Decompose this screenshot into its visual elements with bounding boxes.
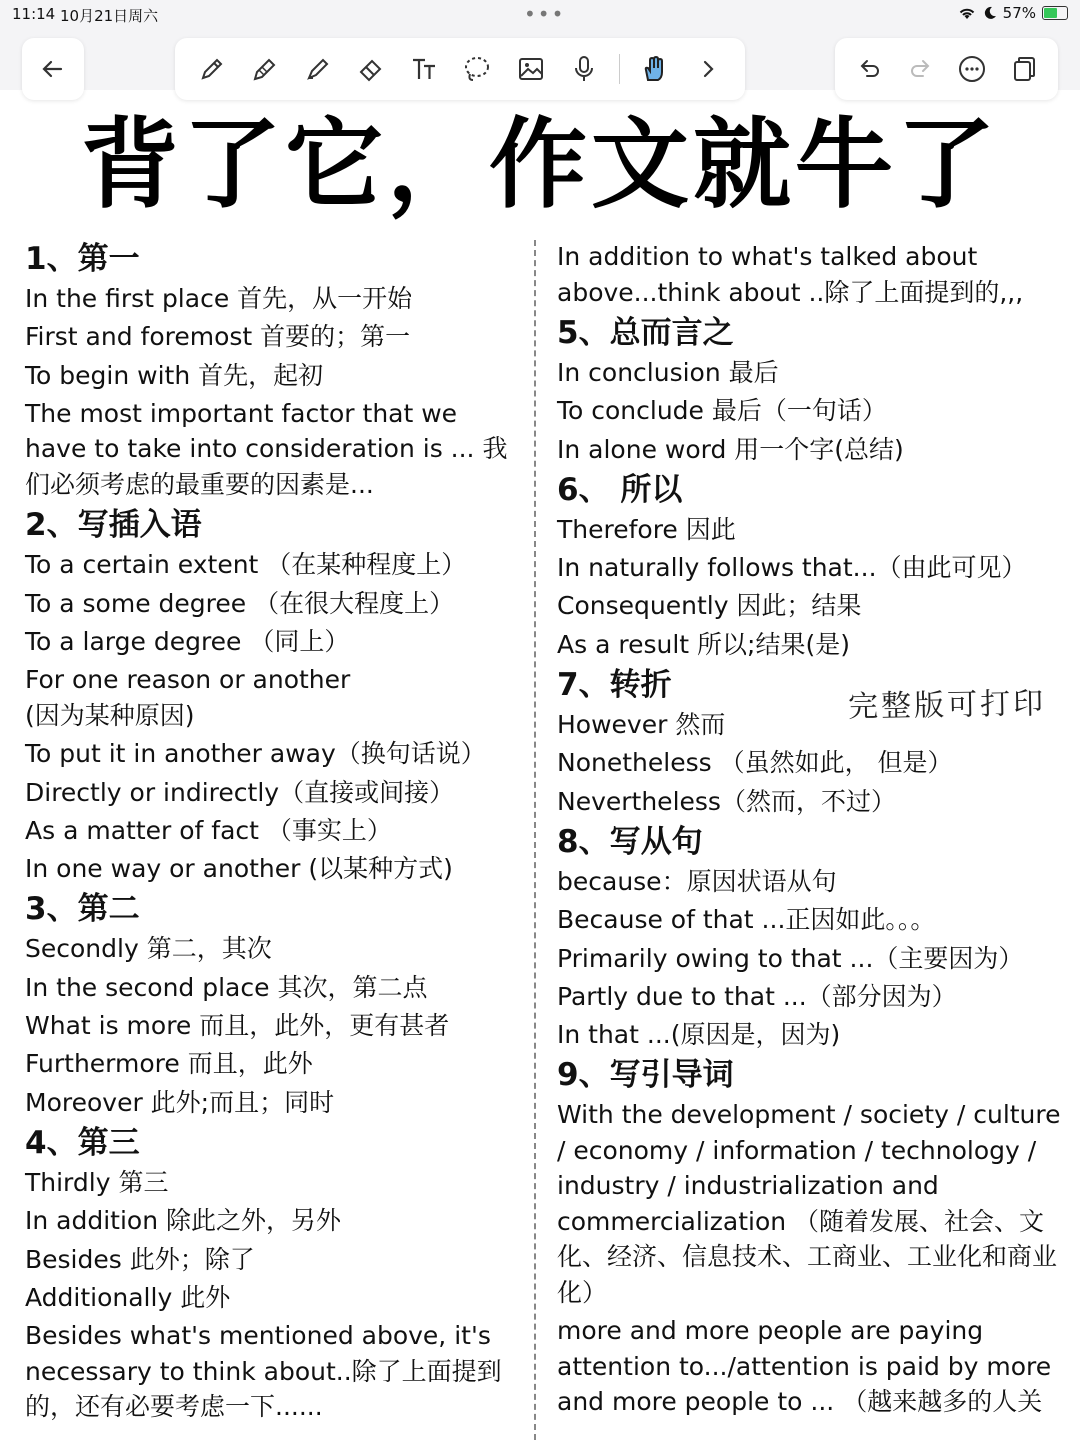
phrase-line: What is more 而且，此外，更有甚者 bbox=[25, 1011, 450, 1041]
phrase-line: Thirdly 第三 bbox=[25, 1167, 169, 1197]
pen-icon[interactable] bbox=[194, 51, 230, 87]
left-column bbox=[25, 238, 520, 1427]
toolbar-separator bbox=[619, 54, 620, 84]
section-heading: 8、写从句 bbox=[557, 823, 703, 860]
phrase-line: Consequently 因此；结果 bbox=[557, 591, 862, 621]
phrase-paragraph: For one reason or another (因为某种原因) bbox=[25, 665, 351, 730]
phrase-line: As a result 所以;结果(是) bbox=[557, 629, 850, 659]
hand-icon[interactable] bbox=[637, 51, 673, 87]
section-heading: 7、转折 bbox=[557, 667, 672, 704]
handwritten-note: 完整版可打印 bbox=[847, 686, 1047, 725]
back-button[interactable] bbox=[22, 38, 84, 100]
status-bar bbox=[0, 0, 1080, 30]
phrase-line: because：原因状语从句 bbox=[557, 866, 837, 896]
phrase-line: Nevertheless（然而，不过） bbox=[557, 786, 896, 816]
section-heading: 4、第三 bbox=[25, 1124, 140, 1161]
phrase-line: However 然而 bbox=[557, 710, 726, 740]
phrase-line: First and foremost 首要的；第一 bbox=[25, 322, 411, 352]
page-title: 背了它，作文就牛了 bbox=[80, 108, 999, 222]
section-heading: 3、第二 bbox=[25, 891, 140, 928]
phrase-line: Therefore 因此 bbox=[557, 514, 736, 544]
phrase-line: In naturally follows that...（由此可见） bbox=[557, 553, 1027, 583]
section-heading: 9、写引导词 bbox=[557, 1057, 734, 1094]
phrase-paragraph: In addition to what's talked about above...think about ..除了上面提到的,,, bbox=[557, 242, 1024, 307]
phrase-line: As a matter of fact （事实上） bbox=[25, 815, 392, 845]
phrase-paragraph: With the development / society / culture / economy / information / technology / industry / industrialization and commercialization （随着发展、社会、文化、经济、信息技术、工商业、工业化和商业化） bbox=[557, 1100, 1061, 1307]
document-actions bbox=[835, 38, 1058, 100]
phrase-line: In the first place 首先，从一开始 bbox=[25, 284, 413, 313]
phrase-line: Additionally 此外 bbox=[25, 1282, 231, 1312]
phrase-line: Besides 此外；除了 bbox=[25, 1244, 255, 1274]
chevron-right-icon[interactable] bbox=[690, 51, 726, 87]
redo-icon[interactable] bbox=[903, 51, 939, 87]
battery-icon bbox=[1042, 6, 1068, 20]
text-icon[interactable] bbox=[406, 51, 442, 87]
mic-icon[interactable] bbox=[566, 51, 602, 87]
section-heading: 6、 所以 bbox=[557, 471, 683, 508]
section-heading: 1、第一 bbox=[25, 241, 140, 277]
status-date: 10月21日周六 bbox=[60, 7, 159, 25]
status-right bbox=[957, 4, 1068, 22]
eraser-icon[interactable] bbox=[353, 51, 389, 87]
phrase-line: To put it in another away（换句话说） bbox=[25, 739, 486, 769]
multitask-dots-icon[interactable]: ••• bbox=[524, 2, 566, 26]
phrase-line: To conclude 最后（一句话） bbox=[557, 396, 887, 426]
phrase-line: In alone word 用一个字(总结) bbox=[557, 434, 904, 464]
status-time: 11:14 bbox=[12, 5, 56, 23]
phrase-line: Directly or indirectly（直接或间接） bbox=[25, 777, 455, 807]
lasso-icon[interactable] bbox=[459, 51, 495, 87]
column-divider bbox=[534, 240, 536, 1440]
pencil-icon[interactable] bbox=[247, 51, 283, 87]
wifi-icon bbox=[957, 5, 977, 21]
section-heading: 5、总而言之 bbox=[557, 315, 734, 351]
phrase-line: To a certain extent （在某种程度上） bbox=[25, 550, 467, 580]
phrase-line: In that ...(原因是，因为) bbox=[557, 1020, 841, 1050]
phrase-line: To begin with 首先，起初 bbox=[25, 360, 324, 390]
phrase-line: In conclusion 最后 bbox=[557, 358, 779, 387]
phrase-line: Partly due to that ...（部分因为） bbox=[557, 981, 957, 1011]
phrase-paragraph: Besides what's mentioned above, it's necessary to think about..除了上面提到的，还有必要考虑一下...... bbox=[25, 1321, 502, 1422]
section-heading: 2、写插入语 bbox=[25, 507, 202, 544]
phrase-paragraph: The most important factor that we have to take into consideration is ... 我们必须考虑的最重要的因素是... bbox=[25, 398, 508, 499]
phrase-paragraph: more and more people are paying attention to.../attention is paid by more and more people to ... （越来越多的人关 bbox=[557, 1316, 1052, 1417]
phrase-line: Moreover 此外;而且；同时 bbox=[25, 1087, 335, 1117]
phrase-line: To a large degree （同上） bbox=[25, 626, 350, 656]
more-icon[interactable] bbox=[954, 51, 990, 87]
drawing-tools bbox=[175, 38, 745, 100]
phrase-line: Nonetheless （虽然如此， 但是） bbox=[557, 748, 953, 778]
phrase-line: In the second place 其次，第二点 bbox=[25, 972, 428, 1002]
undo-icon[interactable] bbox=[851, 51, 887, 87]
battery-percent: 57% bbox=[1002, 4, 1036, 22]
pages-icon[interactable] bbox=[1006, 51, 1042, 87]
phrase-line: In one way or another (以某种方式) bbox=[25, 854, 453, 884]
phrase-line: Primarily owing to that ...（主要因为） bbox=[557, 943, 1024, 973]
back-arrow-icon bbox=[39, 55, 67, 83]
image-icon[interactable] bbox=[513, 51, 549, 87]
phrase-line: Furthermore 而且，此外 bbox=[25, 1049, 313, 1079]
phrase-line: Because of that ...正因如此。。。 bbox=[557, 905, 936, 935]
phrase-line: Secondly 第二，其次 bbox=[25, 934, 272, 964]
right-column bbox=[557, 238, 1067, 1422]
moon-icon bbox=[983, 6, 997, 20]
marker-icon[interactable] bbox=[300, 51, 336, 87]
phrase-line: In addition 除此之外，另外 bbox=[25, 1206, 342, 1236]
phrase-line: To a some degree （在很大程度上） bbox=[25, 588, 455, 618]
